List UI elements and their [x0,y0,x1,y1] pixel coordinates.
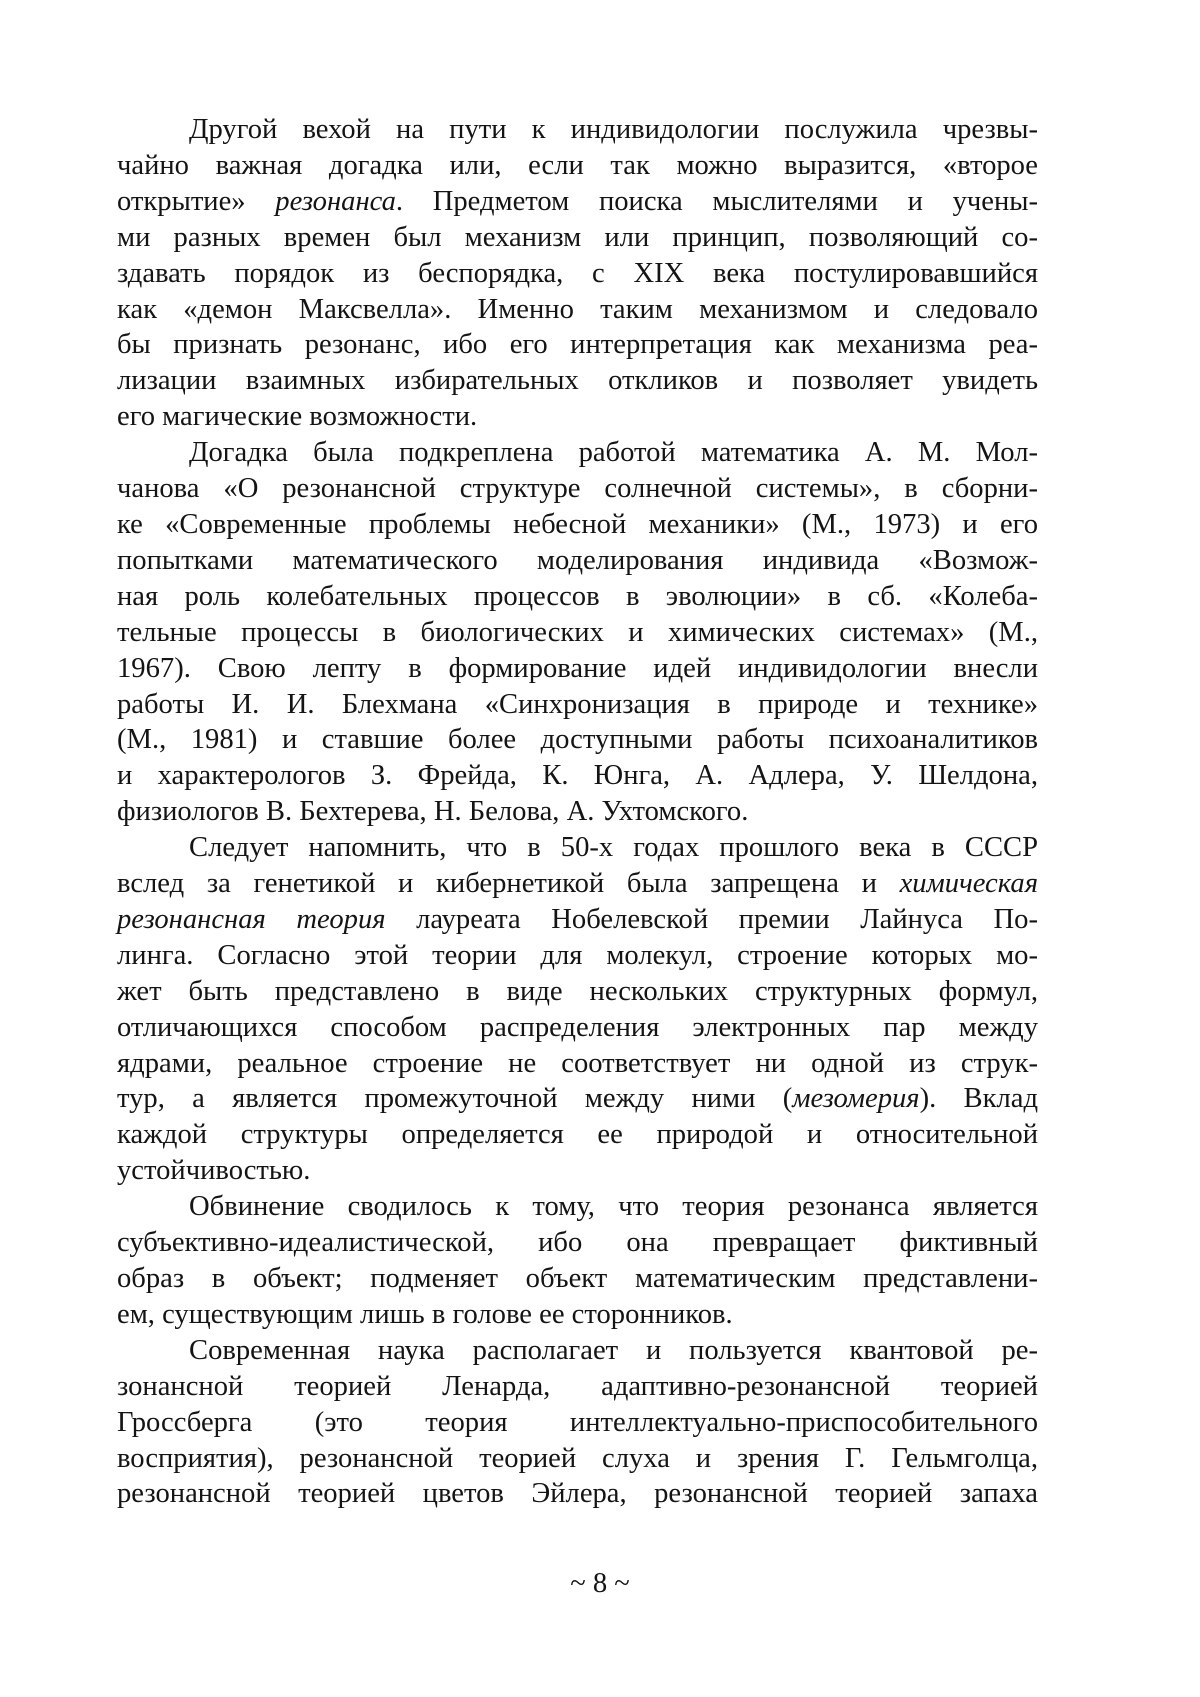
text-segment: ядрами, реальное строение не соответствует ни одной из струк- [117,1047,1038,1079]
text-line [117,363,1038,399]
text-segment: Другой вехой на пути к индивидологии послужила чрезвы- [189,114,1038,145]
text-line [117,1369,1038,1405]
text-line [117,1261,1038,1297]
text-segment: субъективно-идеалистической, ибо она превращает фиктивный [117,1227,1038,1259]
text-segment: Гроссберга (это теория интеллектуально-приспособительного [117,1406,1038,1438]
text-line [117,1153,1038,1189]
text-segment: его магические возможности. [117,401,478,433]
text-segment: 1967). Свою лепту в формирование идей индивидологии внесли [117,652,1038,684]
text-segment: тельные процессы в биологических и химических системах» (М., [117,616,1038,648]
text-segment: открытие» [117,185,276,217]
page-number: ~ 8 ~ [570,1568,630,1599]
text-line [117,543,1038,579]
document-body [117,112,1038,1512]
text-segment: зонансной теорией Ленарда, адаптивно-резонансной теорией [117,1370,1038,1402]
text-segment: ная роль колебательных процессов в эволюции» в сб. «Колеба- [117,580,1038,612]
text-segment: ке «Современные проблемы небесной механики» (М., 1973) и его [117,508,1038,540]
text-segment: ми разных времен был механизм или принцип, позволяющий со- [117,221,1038,253]
text-segment: . Предметом поиска мыслителями и учены- [395,185,1038,217]
text-line [117,256,1038,292]
text-line [117,1081,1038,1117]
text-segment: работы И. И. Блехмана «Синхронизация в природе и технике» [117,688,1038,720]
text-segment: каждой структуры определяется ее природой и относительной [117,1119,1038,1151]
text-segment: Следует напомнить, что в 50-х годах прошлого века в СССР [189,832,1038,864]
text-line [117,579,1038,615]
paragraph [117,435,1038,830]
text-segment: и характерологов З. Фрейда, К. Юнга, А. Адлера, У. Шелдона, [117,760,1038,792]
text-line [117,902,1038,938]
text-line [117,1333,1038,1369]
text-line [117,1010,1038,1046]
text-segment: устойчивостью. [117,1155,311,1187]
text-segment: попытками математического моделирования индивида «Возмож- [117,544,1038,576]
text-segment: восприятия), резонансной теорией слуха и зрения Г. Гельмголца, [117,1442,1038,1474]
text-line [117,794,1038,830]
text-line [117,866,1038,902]
text-segment: физиологов В. Бехтерева, Н. Белова, А. Ухтомского. [117,796,749,828]
italic-term: мезомерия [792,1083,920,1115]
text-segment: чайно важная догадка или, если так можно выразится, «второе [117,149,1038,181]
text-line [117,1476,1038,1512]
text-line [117,687,1038,723]
text-segment: ем, существующим лишь в голове ее сторонников. [117,1298,733,1330]
text-segment: жет быть представлено в виде нескольких структурных формул, [117,975,1038,1007]
text-line [117,758,1038,794]
text-segment: лизации взаимных избирательных откликов и позволяет увидеть [117,365,1038,397]
text-line [117,327,1038,363]
text-segment: Обвинение сводилось к тому, что теория резонанса является [189,1191,1038,1223]
text-line [117,507,1038,543]
text-line [117,1405,1038,1441]
paragraph [117,830,1038,1189]
text-segment: Догадка была подкреплена работой математика А. М. Мол- [189,437,1038,469]
text-line [117,651,1038,687]
text-segment: как «демон Максвелла». Именно таким механизмом и следовало [117,293,1038,325]
text-segment: вслед за генетикой и кибернетикой была запрещена и [117,868,900,900]
italic-term: резонансная теория [117,903,386,935]
text-line [117,184,1038,220]
text-segment: чанова «О резонансной структуре солнечной системы», в сборни- [117,473,1038,505]
paragraph [117,112,1038,435]
text-segment: тур, а является промежуточной между ними ( [117,1083,793,1115]
paragraph [117,1333,1038,1513]
text-line [117,148,1038,184]
text-line [117,974,1038,1010]
text-segment: Современная наука располагает и пользуется квантовой ре- [189,1334,1038,1366]
text-segment: лауреата Нобелевской премии Лайнуса По- [385,903,1038,935]
text-line [117,1046,1038,1082]
text-line [117,292,1038,328]
text-line [117,435,1038,471]
text-line [117,1225,1038,1261]
text-line [117,830,1038,866]
text-segment: линга. Согласно этой теории для молекул, строение которых мо- [117,939,1038,971]
text-segment: здавать порядок из беспорядка, с XIX века постулировавшийся [117,257,1038,289]
text-line [117,1297,1038,1333]
text-segment: бы признать резонанс, ибо его интерпретация как механизма реа- [117,329,1038,361]
text-line [117,399,1038,435]
text-segment: образ в объект; подменяет объект математическим представлени- [117,1263,1038,1294]
text-line [117,615,1038,651]
text-line [117,220,1038,256]
text-segment: отличающихся способом распределения электронных пар между [117,1011,1038,1043]
text-line [117,471,1038,507]
text-segment: (М., 1981) и ставшие более доступными работы психоаналитиков [117,724,1038,756]
paragraph [117,1189,1038,1333]
italic-term: химическая [899,868,1038,900]
text-segment: резонансной теорией цветов Эйлера, резонансной теорией запаха [117,1478,1038,1510]
text-line [117,938,1038,974]
text-line [117,1441,1038,1477]
text-segment: ). Вклад [919,1083,1038,1115]
text-line [117,1189,1038,1225]
text-line [117,1117,1038,1153]
italic-term: резонанса [275,185,396,217]
text-line [117,722,1038,758]
text-line [117,112,1038,148]
